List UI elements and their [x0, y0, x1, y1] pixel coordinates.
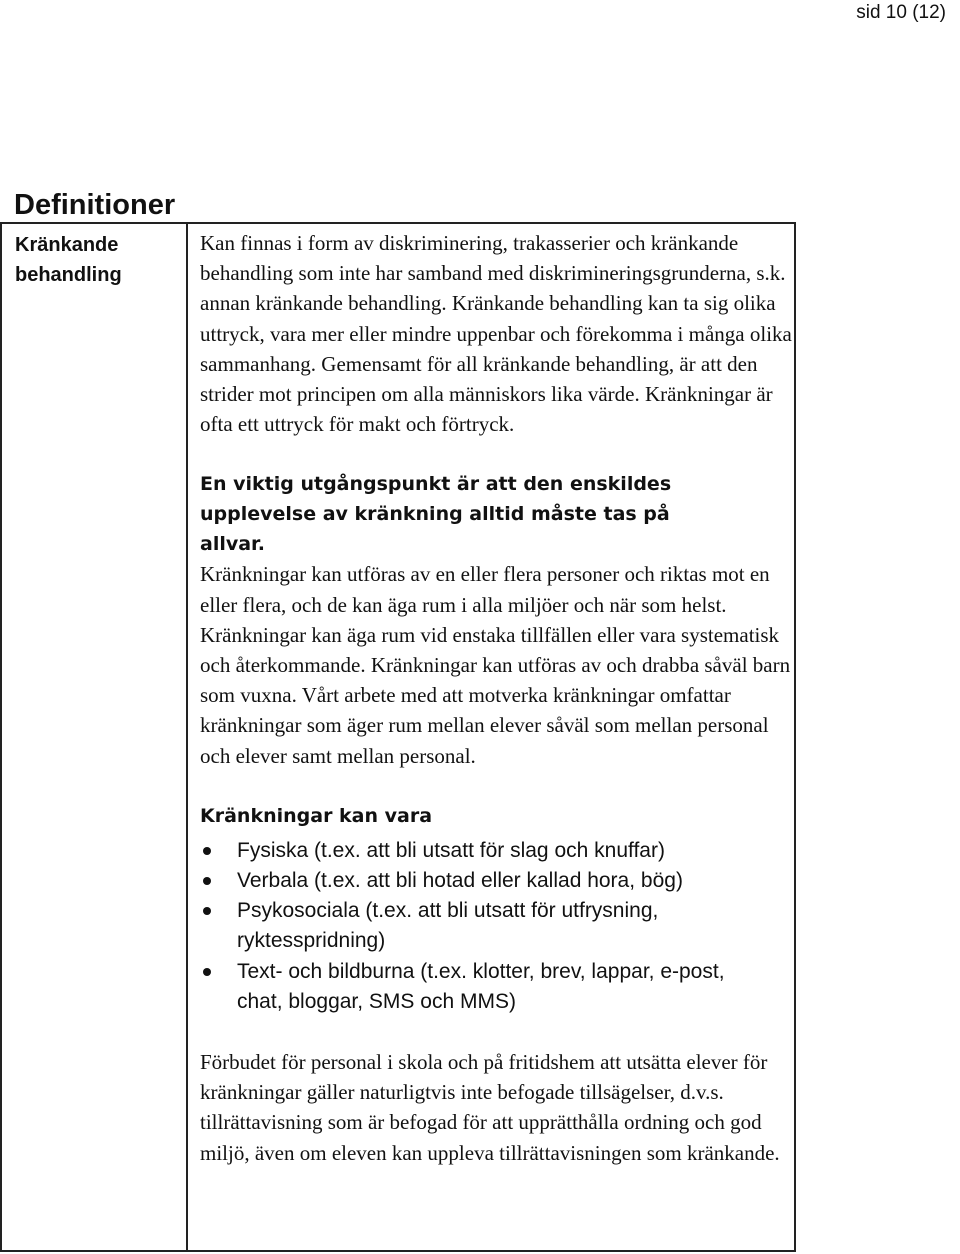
bullet-icon: [203, 907, 211, 915]
list-item: [200, 957, 760, 1017]
list-heading: Kränkningar kan vara: [200, 804, 433, 827]
list-item: [200, 836, 760, 866]
list-item: [200, 866, 760, 896]
page-number: sid 10 (12): [856, 2, 946, 23]
term-cell: Kränkande behandling: [15, 234, 122, 286]
list-item-text: Text- och bildburna (t.ex. klotter, brev, lappar, e-post, chat, bloggar, SMS och MMS): [237, 959, 725, 1013]
list-item-text: Fysiska (t.ex. att bli utsatt för slag och knuffar): [237, 838, 665, 862]
section-title: Definitioner: [14, 189, 176, 221]
definition-cell: [200, 228, 792, 1168]
bullet-icon: [203, 877, 211, 885]
emphasis-paragraph: En viktig utgångspunkt är att den enskildes upplevelse av kränkning alltid måste tas på allvar.: [200, 473, 672, 556]
definition-paragraph-1: Kan finnas i form av diskriminering, trakasserier och kränkande behandling som inte har samband med diskrimineringsgrunderna, s.k. annan kränkande behandling. Kränkande behandling kan ta sig olika uttryck, vara mer eller mindre uppenbar och förekomma i många olika sammanhang. Gemensamt för all kränkande behandling, är att den strider mot principen om alla människors lika värde. Kränkningar är ofta ett uttryck för makt och förtryck.: [200, 231, 792, 437]
kränkningar-list: [200, 836, 760, 1017]
definitions-table: [0, 222, 796, 1252]
bullet-icon: [203, 968, 211, 976]
list-item-text: Psykosociala (t.ex. att bli utsatt för utfrysning, ryktesspridning): [237, 899, 659, 953]
list-item: [200, 896, 760, 956]
definition-paragraph-2: Kränkningar kan utföras av en eller flera personer och riktas mot en eller flera, och de kan äga rum i alla miljöer och när som helst. Kränkningar kan äga rum vid enstaka tillfällen eller vara systematisk och återkommande. Kränkningar kan utföras av och drabba såväl barn som vuxna. Vårt arbete med att motverka kränkningar omfattar kränkningar som äger rum mellan elever såväl som mellan personal och elever samt mellan personal.: [200, 562, 791, 768]
column-divider: [186, 224, 188, 1250]
list-item-text: Verbala (t.ex. att bli hotad eller kallad hora, bög): [237, 869, 683, 893]
definition-paragraph-3: Förbudet för personal i skola och på fritidshem att utsätta elever för kränkningar gäller naturligtvis inte befogade tillsägelser, d.v.s. tillrättavisning som är befogad för att upprätthålla ordning och god miljö, även om eleven kan uppleva tillrättavisningen som kränkande.: [200, 1050, 780, 1165]
bullet-icon: [203, 847, 211, 855]
